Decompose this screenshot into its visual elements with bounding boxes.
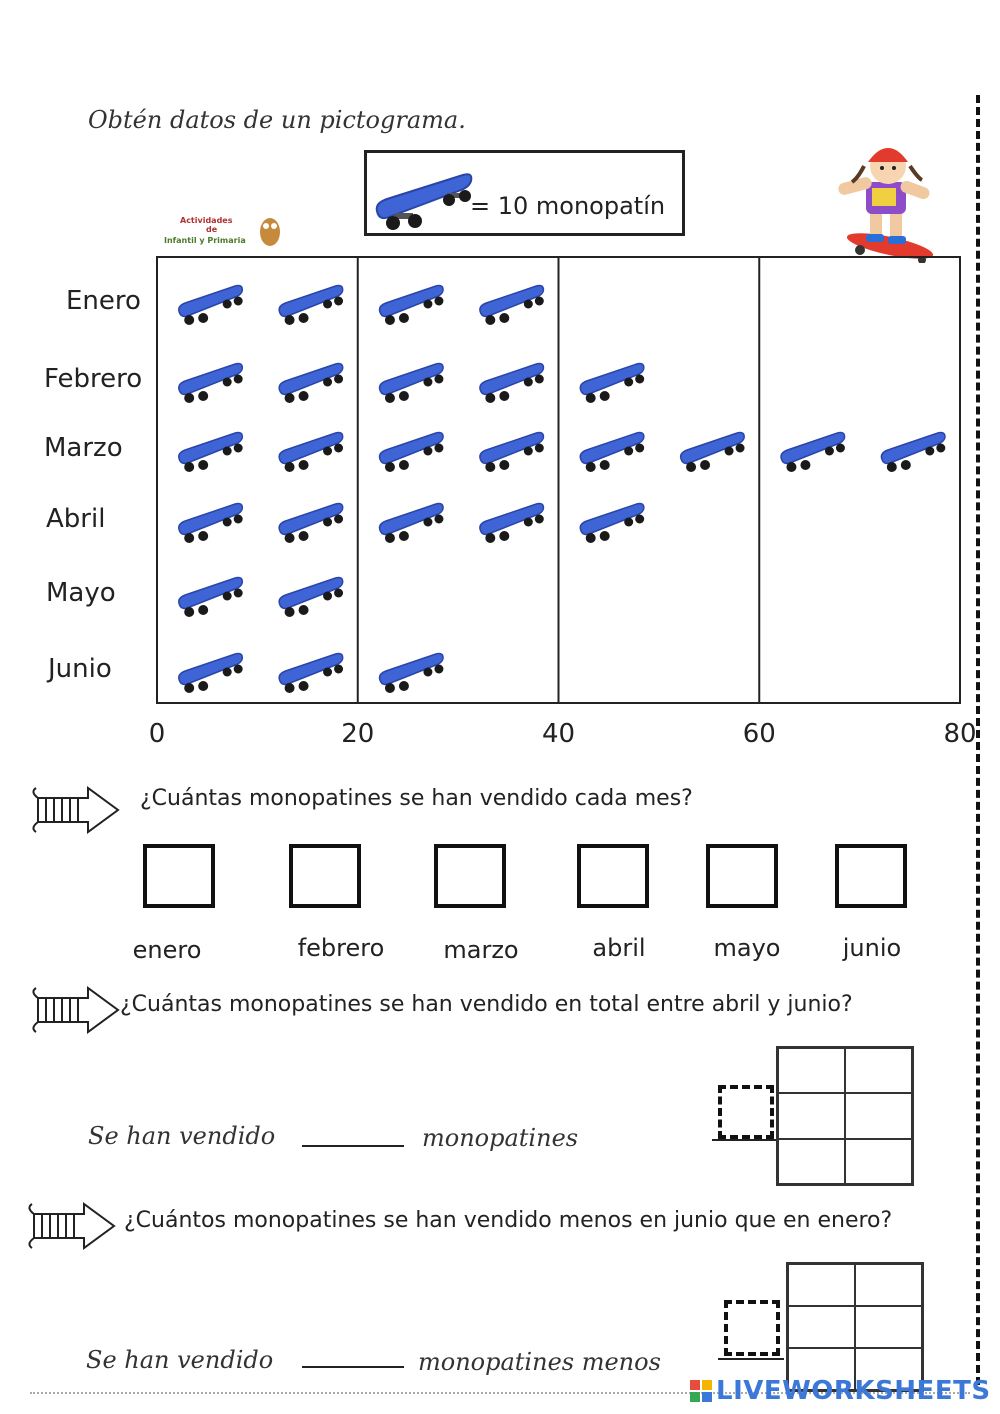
grid-cell[interactable] [788,1306,855,1348]
arrow-icon [26,1200,118,1252]
row-label-enero: Enero [66,286,141,316]
grid-cell[interactable] [845,1048,912,1093]
tick-label: 60 [742,719,776,749]
skateboard-pictogram-icon [279,654,343,693]
liveworksheets-logo-text: LIVEWORKSHEETS [716,1376,991,1406]
answer-label-abril: abril [592,934,646,962]
brand-line-1: Actividades [180,216,233,225]
sentence-3-end: monopatines menos [418,1348,661,1376]
skateboard-pictogram-icon [279,504,343,543]
chart-grid [157,257,960,703]
skateboard-pictogram-icon [580,364,644,403]
skateboard-pictogram-icon [279,364,343,403]
skateboard-pictogram-icon [480,433,544,472]
skateboard-pictogram-icon [380,433,444,472]
skateboard-pictogram-icon [279,433,343,472]
row-label-mayo: Mayo [46,578,116,608]
arrow-icon [30,984,122,1036]
skateboard-pictogram-icon [380,654,444,693]
sentence-2-start: Se han vendido [88,1122,276,1150]
carry-box[interactable] [724,1300,780,1356]
calculation-grid[interactable] [786,1262,924,1392]
row-label-abril: Abril [46,504,106,534]
liveworksheets-icon [690,1380,712,1402]
grid-cell[interactable] [855,1306,922,1348]
arrow-icon [30,784,122,836]
answer-blank-total[interactable] [302,1145,404,1147]
skateboard-pictogram-icon [480,286,544,325]
chart-tick-labels [149,719,977,749]
grid-cell[interactable] [778,1093,845,1138]
skateboard-pictogram-icon [480,364,544,403]
skateboard-pictogram-icon [480,504,544,543]
answer-label-enero: enero [132,936,202,964]
answer-label-marzo: marzo [443,936,519,964]
chart-icons [179,286,946,693]
grid-cell[interactable] [788,1264,855,1306]
tick-label: 40 [541,719,576,749]
answer-box-abril[interactable] [577,844,649,908]
liveworksheets-logo[interactable] [690,1376,991,1406]
question-3: ¿Cuántos monopatines se han vendido menos en junio que en enero? [124,1208,893,1233]
carry-box[interactable] [718,1085,774,1139]
answer-label-junio: junio [842,934,902,962]
answer-box-junio[interactable] [835,844,907,908]
sentence-2-end: monopatines [422,1124,579,1152]
answer-box-enero[interactable] [143,844,215,908]
skateboard-pictogram-icon [279,286,343,325]
skateboard-pictogram-icon [681,433,745,472]
calculation-grid[interactable] [776,1046,914,1186]
skateboard-pictogram-icon [781,433,845,472]
grid-cell[interactable] [778,1048,845,1093]
answer-label-febrero: febrero [297,934,385,962]
question-1: ¿Cuántas monopatines se han vendido cada mes? [140,786,693,811]
skateboard-pictogram-icon [881,433,945,472]
operation-line [712,1139,778,1141]
skateboard-pictogram-icon [580,504,644,543]
operation-line [718,1358,784,1360]
skateboard-pictogram-icon [179,364,243,403]
skateboard-pictogram-icon [179,433,243,472]
brand-line-2: de [206,225,218,234]
skateboard-pictogram-icon [380,286,444,325]
brand-line-3: Infantil y Primaria [164,236,246,245]
skateboard-pictogram-icon [380,504,444,543]
answer-label-mayo: mayo [713,934,781,962]
sentence-3-start: Se han vendido [86,1346,274,1374]
row-label-marzo: Marzo [44,433,123,463]
worksheet-title: Obtén datos de un pictograma. [88,106,466,134]
question-2: ¿Cuántas monopatines se han vendido en total entre abril y junio? [120,992,853,1017]
grid-cell[interactable] [845,1093,912,1138]
skateboard-pictogram-icon [580,433,644,472]
chart-row-labels [44,286,142,684]
skateboard-pictogram-icon [279,578,343,617]
grid-cell[interactable] [778,1139,845,1184]
legend-text: = 10 monopatín [470,192,666,220]
grid-cell[interactable] [855,1264,922,1306]
skateboard-pictogram-icon [179,504,243,543]
answer-box-mayo[interactable] [706,844,778,908]
skateboard-pictogram-icon [179,578,243,617]
skateboard-pictogram-icon [179,286,243,325]
grid-cell[interactable] [845,1139,912,1184]
answer-box-marzo[interactable] [434,844,506,908]
row-label-junio: Junio [48,654,112,684]
tick-label: 20 [341,719,375,749]
tick-label: 0 [148,719,166,749]
skateboard-pictogram-icon [179,654,243,693]
skateboard-pictogram-icon [380,364,444,403]
answer-box-febrero[interactable] [289,844,361,908]
answer-blank-difference[interactable] [302,1366,404,1368]
row-label-febrero: Febrero [44,364,143,394]
cut-line [976,95,980,1385]
tick-label: 80 [943,719,977,749]
